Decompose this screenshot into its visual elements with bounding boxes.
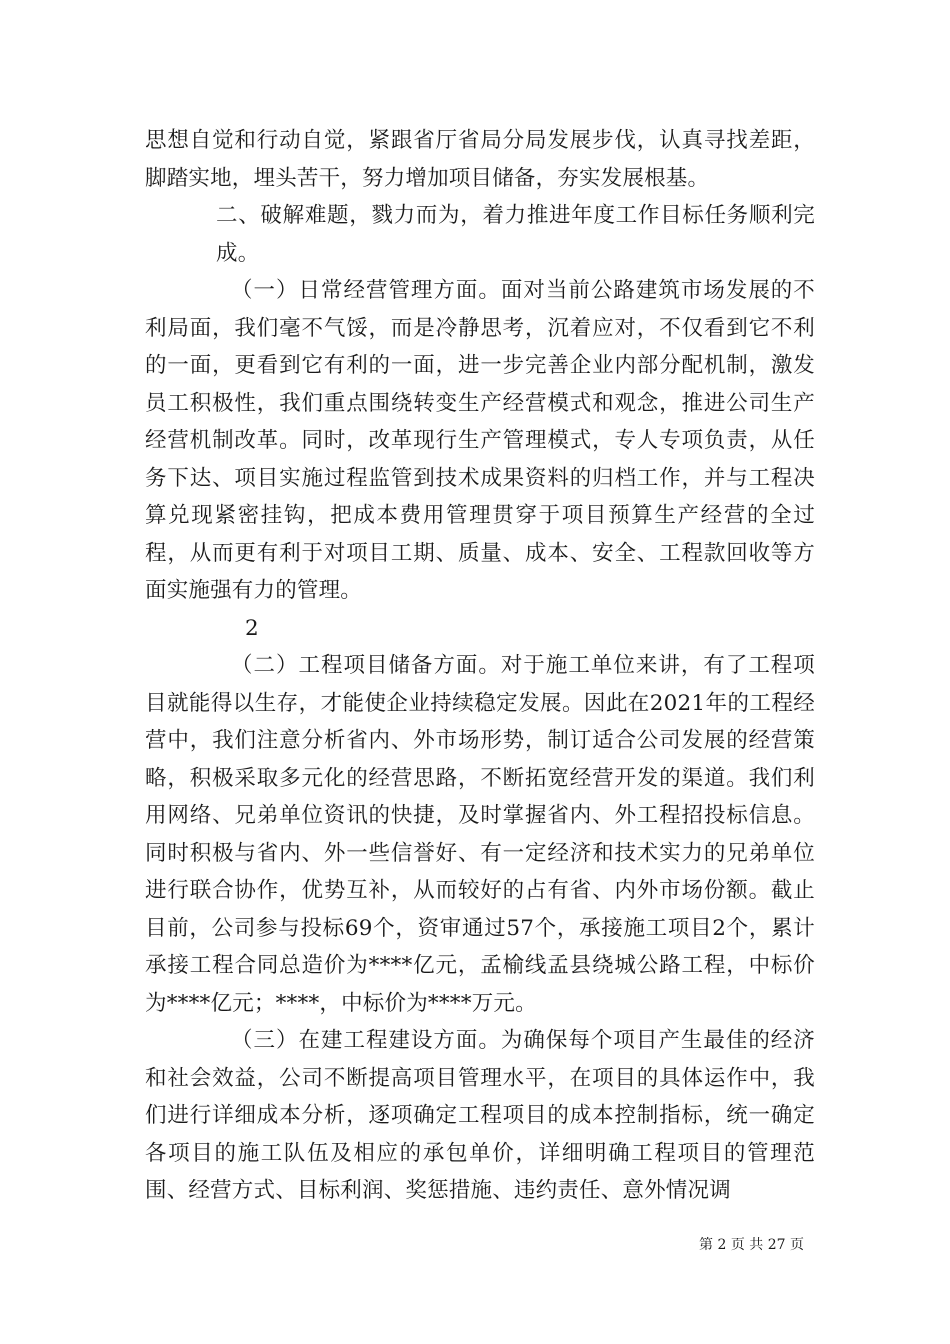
paragraph-construction: （三）在建工程建设方面。为确保每个项目产生最佳的经济和社会效益，公司不断提高项目管理水平，在项目的具体运作中，我们进行详细成本分析，逐项确定工程项目的成本控制指标，统一确定各项目的施工队伍及相应的承包单价，详细明确工程项目的管理范围、经营方式、目标利润、奖惩措施、违约责任、意外情况调 — [145, 1028, 815, 1203]
paragraph-project-reserve: （二）工程项目储备方面。对于施工单位来讲，有了工程项目就能得以生存，才能使企业持续稳定发展。因此在2021年的工程经营中，我们注意分析省内、外市场形势，制订适合公司发展的经营策略，积极采取多元化的经营思路，不断拓宽经营开发的渠道。我们利用网络、兄弟单位资讯的快捷，及时掌握省内、外工程招投标信息。同时积极与省内、外一些信誉好、有一定经济和技术实力的兄弟单位进行联合协作，优势互补，从而较好的占有省、内外市场份额。截止目前，公司参与投标69个，资审通过57个，承接施工项目2个，累计承接工程合同总造价为****亿元，孟榆线孟县绕城公路工程，中标价为****亿元；****，中标价为****万元。 — [145, 653, 815, 1016]
section-heading-2: 二、破解难题，戮力而为，着力推进年度工作目标任务顺利完成。 — [216, 203, 815, 266]
paragraph-continuation: 思想自觉和行动自觉，紧跟省厅省局分局发展步伐，认真寻找差距，脚踏实地，埋头苦干，努力增加项目储备，夯实发展根基。 — [145, 128, 815, 191]
document-body — [145, 122, 815, 1210]
paragraph-daily-management: （一）日常经营管理方面。面对当前公路建筑市场发展的不利局面，我们毫不气馁，而是冷静思考，沉着应对，不仅看到它不利的一面，更看到它有利的一面，进一步完善企业内部分配机制，激发员工积极性，我们重点围绕转变生产经营模式和观念，推进公司生产经营机制改革。同时，改革现行生产管理模式，专人专项负责，从任务下达、项目实施过程监管到技术成果资料的归档工作，并与工程决算兑现紧密挂钩，把成本费用管理贯穿于项目预算生产经营的全过程，从而更有利于对项目工期、质量、成本、安全、工程款回收等方面实施强有力的管理。 — [145, 278, 815, 603]
page-marker: 2 — [245, 615, 259, 641]
page-footer: 第 2 页 共 27 页 — [699, 1237, 804, 1253]
